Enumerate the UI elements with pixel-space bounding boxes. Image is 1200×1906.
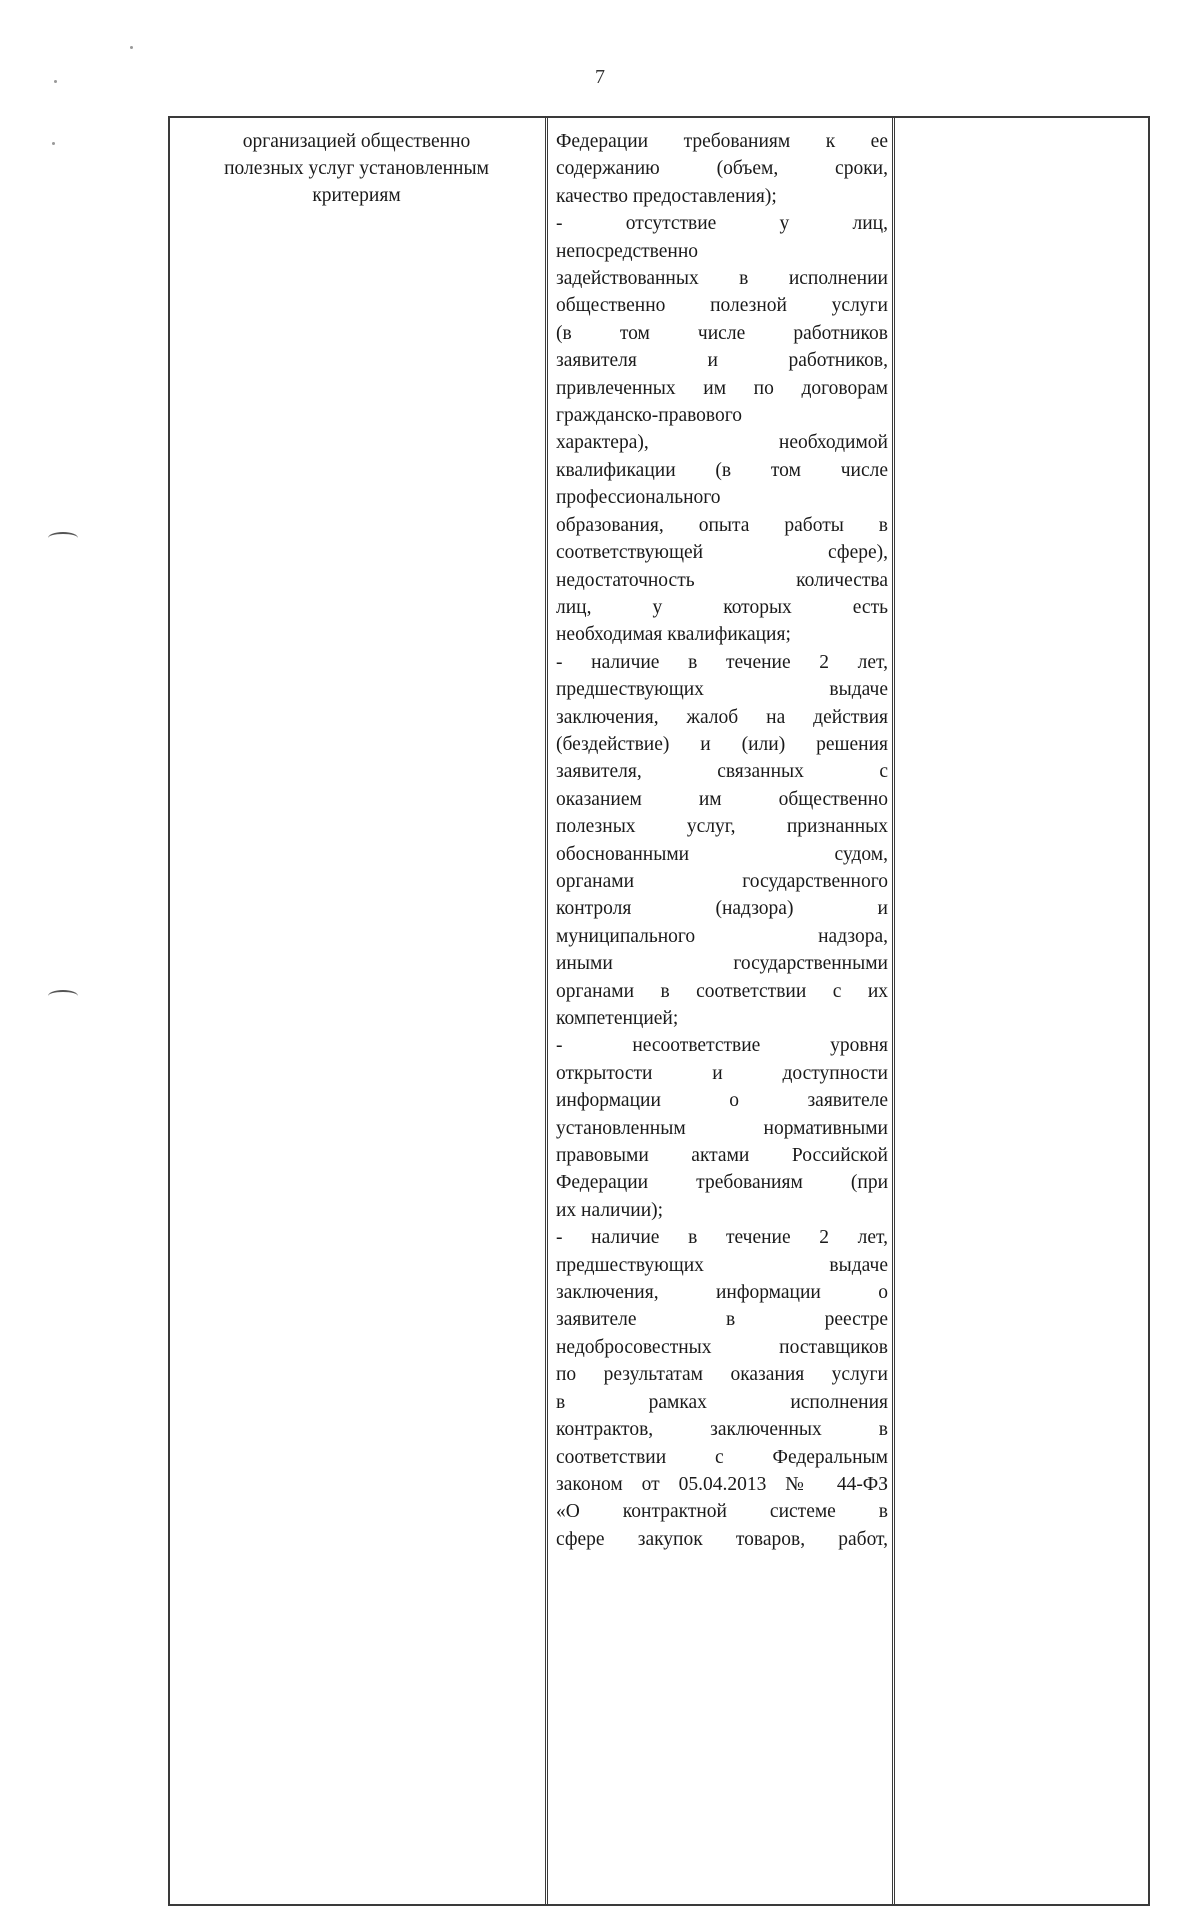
requirement-line: муниципального надзора, [556, 925, 888, 947]
requirement-line: Федерации требованиям (при [556, 1172, 888, 1194]
requirement-line: компетенцией; [556, 1008, 679, 1029]
requirement-line: недостаточность количества [556, 569, 888, 591]
requirement-line: заявителя, связанных с [556, 761, 888, 783]
page-number: 7 [595, 66, 605, 88]
requirement-line: - отсутствие у лиц, [556, 213, 888, 235]
requirement-line: открытости и доступности [556, 1062, 888, 1084]
requirement-line: (бездействие) и (или) решения [556, 733, 888, 755]
requirement-line: заявителя и работников, [556, 350, 888, 372]
requirement-line: недобросовестных поставщиков [556, 1336, 888, 1358]
requirement-line: правовыми актами Российской [556, 1145, 888, 1167]
table-cell-criterion [168, 116, 545, 209]
requirement-line: - несоответствие уровня [556, 1035, 888, 1057]
requirement-line: обоснованными судом, [556, 843, 888, 865]
requirement-line: законом от 05.04.2013 № 44-ФЗ [556, 1473, 888, 1495]
requirement-line: контрактов, заключенных в [556, 1419, 888, 1441]
requirement-line: сфере закупок товаров, работ, [556, 1528, 888, 1550]
criterion-line: критериям [312, 185, 401, 206]
requirement-line: их наличии); [556, 1199, 664, 1221]
requirement-line: заявителе в реестре [556, 1309, 888, 1331]
requirement-line: (в том числе работников [556, 322, 888, 344]
requirement-line: заключения, жалоб на действия [556, 706, 888, 728]
criterion-line: организацией общественно [242, 131, 471, 152]
requirement-line: Федерации требованиям к ее [556, 131, 888, 152]
requirement-line: лиц, у которых есть [556, 596, 888, 618]
requirement-line: характера), необходимой [556, 432, 888, 454]
requirement-line: информации о заявителе [556, 1090, 888, 1112]
requirement-line: предшествующих выдаче [556, 679, 888, 701]
table-cell-requirements [545, 116, 895, 1906]
scan-speck [52, 142, 55, 145]
requirement-line: в рамках исполнения [556, 1391, 888, 1413]
requirement-line: контроля (надзора) и [556, 898, 888, 920]
requirement-line: органами в соответствии с их [556, 980, 888, 1002]
requirement-line: предшествующих выдаче [556, 1254, 888, 1276]
criterion-line: полезных услуг установленным [224, 158, 489, 179]
requirement-line: необходимая квалификация; [556, 624, 791, 646]
requirement-line: заключения, информации о [556, 1282, 888, 1304]
requirement-line: оказанием им общественно [556, 788, 888, 810]
document-table [168, 116, 1150, 1906]
requirement-line: установленным нормативными [556, 1117, 888, 1139]
requirement-line: органами государственного [556, 870, 888, 892]
table-cell-notes [895, 116, 1150, 1906]
scan-mark-bottom [48, 990, 78, 1002]
requirement-line: соответствии с Федеральным [556, 1446, 888, 1468]
requirement-line: иными государственными [556, 953, 888, 975]
scan-mark-top [48, 532, 78, 544]
scan-speck [54, 80, 57, 83]
requirement-line: полезных услуг, признанных [556, 816, 888, 838]
requirement-line: образования, опыта работы в [556, 514, 888, 536]
requirement-line: содержанию (объем, сроки, [556, 158, 888, 180]
requirement-line: гражданско-правового [556, 405, 743, 427]
requirement-line: квалификации (в том числе [556, 459, 888, 481]
requirement-line: задействованных в исполнении [556, 268, 888, 290]
requirement-line: качество предоставления); [556, 185, 777, 207]
requirement-line: соответствующей сфере), [556, 542, 888, 564]
requirement-line: по результатам оказания услуги [556, 1364, 888, 1386]
requirement-line: привлеченных им по договорам [556, 377, 888, 399]
requirement-line: общественно полезной услуги [556, 295, 888, 317]
requirement-line: непосредственно [556, 240, 699, 262]
scan-speck [130, 46, 133, 49]
requirement-line: - наличие в течение 2 лет, [556, 1227, 888, 1249]
requirement-line: «О контрактной системе в [556, 1501, 888, 1523]
requirement-line: - наличие в течение 2 лет, [556, 651, 888, 673]
requirement-line: профессионального [556, 487, 721, 509]
